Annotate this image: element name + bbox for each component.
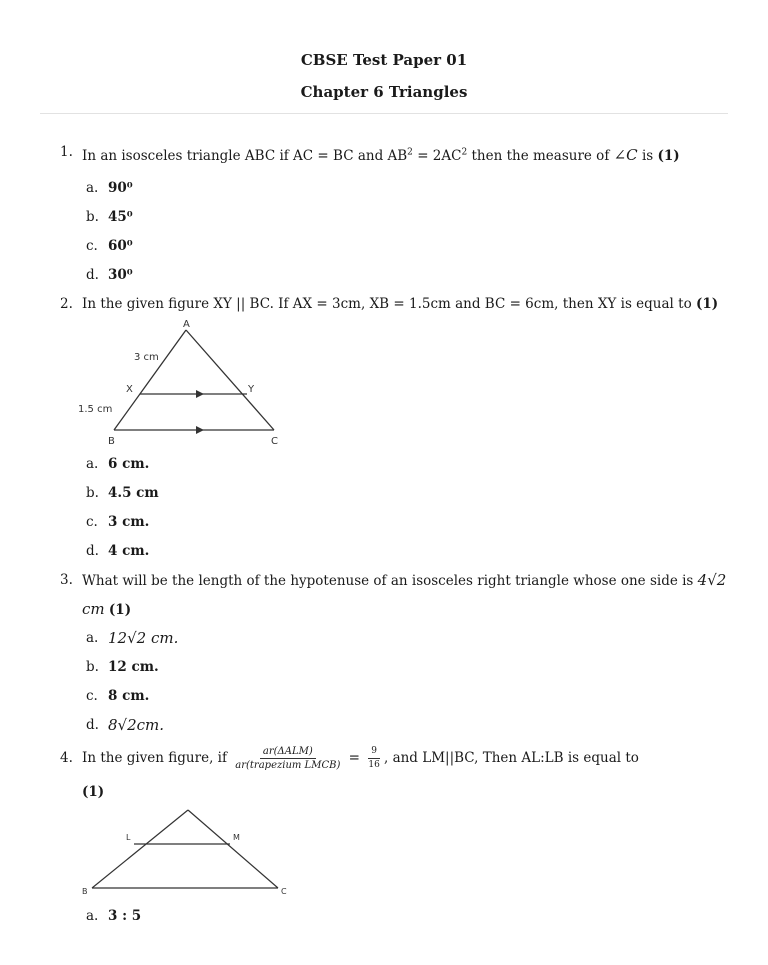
option-a[interactable]	[86, 902, 740, 931]
triangle-figure-xy	[78, 318, 740, 450]
options-list	[60, 902, 740, 931]
triangle-lm-diagram	[78, 806, 308, 902]
option-label: d.	[86, 267, 99, 283]
vertex-label-b: B	[82, 886, 88, 896]
fraction-denominator: 16	[368, 759, 380, 770]
option-b[interactable]	[86, 653, 740, 682]
option-label: b.	[86, 209, 99, 225]
header-divider	[40, 113, 728, 114]
vertex-label-c: C	[281, 886, 287, 896]
question-4	[60, 744, 740, 806]
question-text-part: , and LM||BC, Then AL:LB is equal to	[383, 749, 639, 766]
question-2	[60, 290, 740, 318]
marks-label: (1)	[108, 601, 132, 618]
option-b[interactable]	[86, 203, 740, 232]
marks-label: (1)	[657, 147, 680, 164]
point-label-x: X	[126, 383, 133, 395]
question-text-part: In the given figure, if	[82, 749, 232, 766]
vertex-label-a: A	[183, 319, 190, 330]
option-text: 6 cm.	[108, 456, 150, 472]
parallel-arrow-icon	[196, 390, 204, 398]
paper-title: CBSE Test Paper 01	[300, 51, 468, 69]
option-a[interactable]	[86, 174, 740, 203]
point-label-y: Y	[248, 383, 255, 395]
option-c[interactable]	[86, 232, 740, 261]
fraction-numerator: ar(ΔALM)	[260, 745, 316, 759]
option-label: d.	[86, 717, 99, 733]
option-label: c.	[86, 688, 98, 704]
fraction-numerator: 9	[368, 745, 380, 759]
question-text	[82, 296, 718, 312]
option-label: a.	[86, 456, 99, 472]
option-text: 8√2cm.	[108, 716, 165, 734]
option-label: a.	[86, 630, 99, 646]
options-list	[60, 450, 740, 566]
chapter-title: Chapter 6 Triangles	[300, 83, 468, 101]
option-d[interactable]	[86, 261, 740, 290]
question-text-part: = 2AC	[412, 147, 462, 164]
point-label-m: M	[233, 832, 240, 842]
option-text: 60⁰	[108, 238, 133, 254]
question-text	[82, 745, 639, 771]
marks-label: (1)	[82, 783, 105, 800]
math-expression: 4√2 cm	[82, 570, 727, 618]
option-label: c.	[86, 514, 98, 530]
superscript: 2	[461, 147, 468, 157]
vertex-label-b: B	[108, 435, 115, 447]
length-label-ax: 3 cm	[134, 351, 159, 363]
length-label-xb: 1.5 cm	[78, 403, 113, 415]
option-text: 8 cm.	[108, 688, 150, 704]
question-text-part: In the given figure XY || BC. If AX = 3cm, XB = 1.5cm and BC = 6cm, then XY is equal to	[82, 295, 696, 312]
question-text-part: In an isosceles triangle ABC if AC = BC and AB	[82, 147, 408, 164]
question-number: 4.	[60, 749, 73, 766]
option-text: 45⁰	[108, 209, 133, 225]
option-label: d.	[86, 543, 99, 559]
point-label-l: L	[126, 832, 131, 842]
option-c[interactable]	[86, 682, 740, 711]
option-label: c.	[86, 238, 98, 254]
paper-header	[0, 0, 768, 108]
option-label: a.	[86, 180, 99, 196]
parallel-arrow-icon	[196, 426, 204, 434]
question-text-part: is	[637, 147, 658, 164]
option-text: 12√2 cm.	[108, 629, 179, 647]
options-list	[60, 174, 740, 290]
vertex-label-c: C	[271, 435, 278, 447]
fraction-denominator: ar(trapezium LMCB)	[235, 759, 341, 771]
marks-label: (1)	[696, 295, 719, 312]
question-3	[60, 566, 740, 624]
option-text: 4 cm.	[108, 543, 150, 559]
option-d[interactable]	[86, 537, 740, 566]
question-text-part: then the measure of	[467, 147, 614, 164]
question-1	[60, 138, 740, 170]
question-number: 3.	[60, 571, 73, 588]
option-d[interactable]	[86, 711, 740, 740]
option-a[interactable]	[86, 450, 740, 479]
option-label: a.	[86, 908, 99, 924]
question-text	[82, 145, 680, 164]
option-text: 3 : 5	[108, 908, 142, 924]
option-text: 90⁰	[108, 180, 133, 196]
triangle-figure-lm	[78, 806, 740, 902]
angle-symbol: ∠C	[613, 145, 638, 164]
questions-section	[60, 138, 740, 931]
value-fraction	[368, 745, 380, 772]
area-ratio-fraction	[235, 745, 340, 772]
triangle-xy-diagram	[78, 320, 308, 452]
option-text: 30⁰	[108, 267, 133, 283]
options-list	[60, 624, 740, 740]
option-text: 3 cm.	[108, 514, 150, 530]
question-number: 2.	[60, 295, 73, 312]
equals-sign: =	[344, 749, 365, 766]
option-text: 4.5 cm	[108, 485, 159, 501]
option-b[interactable]	[86, 479, 740, 508]
option-c[interactable]	[86, 508, 740, 537]
option-label: b.	[86, 485, 99, 501]
superscript: 2	[407, 147, 413, 157]
question-text	[82, 570, 727, 618]
option-a[interactable]	[86, 624, 740, 653]
question-text-part: What will be the length of the hypotenuse of an isosceles right triangle whose one side is	[82, 572, 698, 589]
option-label: b.	[86, 659, 99, 675]
question-number: 1.	[60, 144, 73, 160]
option-text: 12 cm.	[108, 659, 159, 675]
